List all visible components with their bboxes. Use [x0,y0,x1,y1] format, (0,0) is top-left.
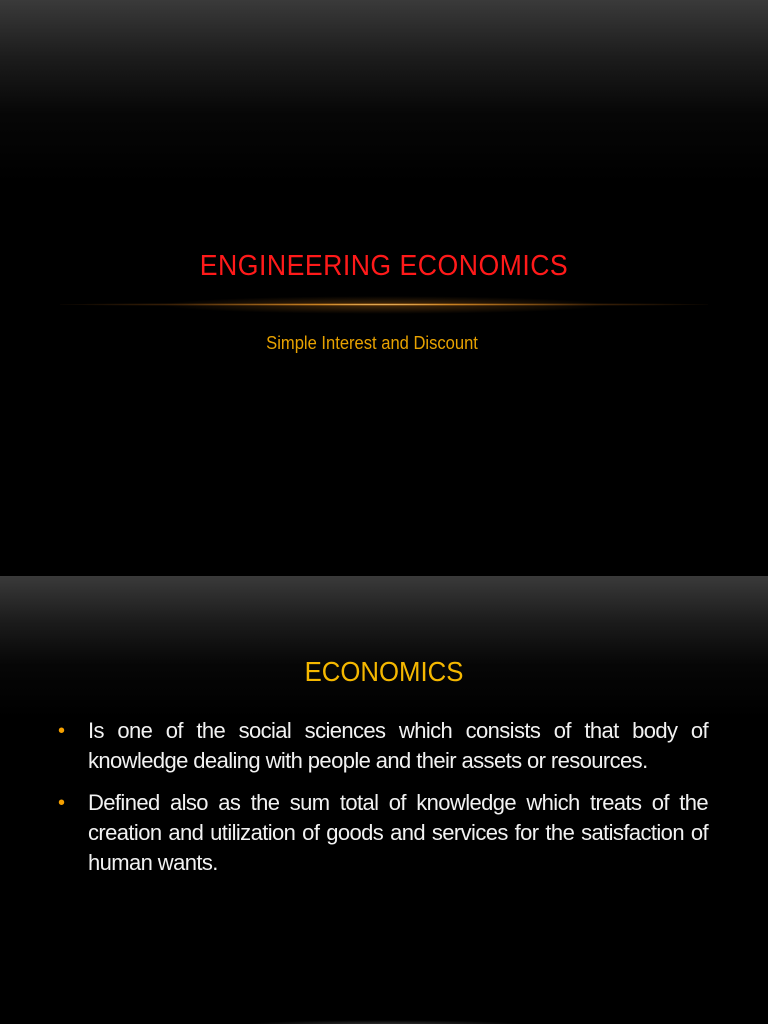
bullet-dot-icon: • [58,720,65,742]
bullet-text: Defined also as the sum total of knowledge which treats of the creation and utilization of goods and services for the satisfaction of human wants. [88,790,708,875]
presentation-title: ENGINEERING ECONOMICS [199,250,569,282]
bullet-text: Is one of the social sciences which consists of that body of knowledge dealing with people and their assets or resources. [88,718,708,773]
content-slide[interactable] [0,576,768,1024]
bullet-list [58,716,708,890]
title-divider-line [60,303,708,306]
bullet-item [58,788,708,878]
bottom-glow [240,1020,528,1024]
bullet-dot-icon: • [58,792,65,814]
bullet-item [58,716,708,776]
slide-heading: ECONOMICS [304,656,464,687]
presentation-subtitle: Simple Interest and Discount [266,333,478,353]
